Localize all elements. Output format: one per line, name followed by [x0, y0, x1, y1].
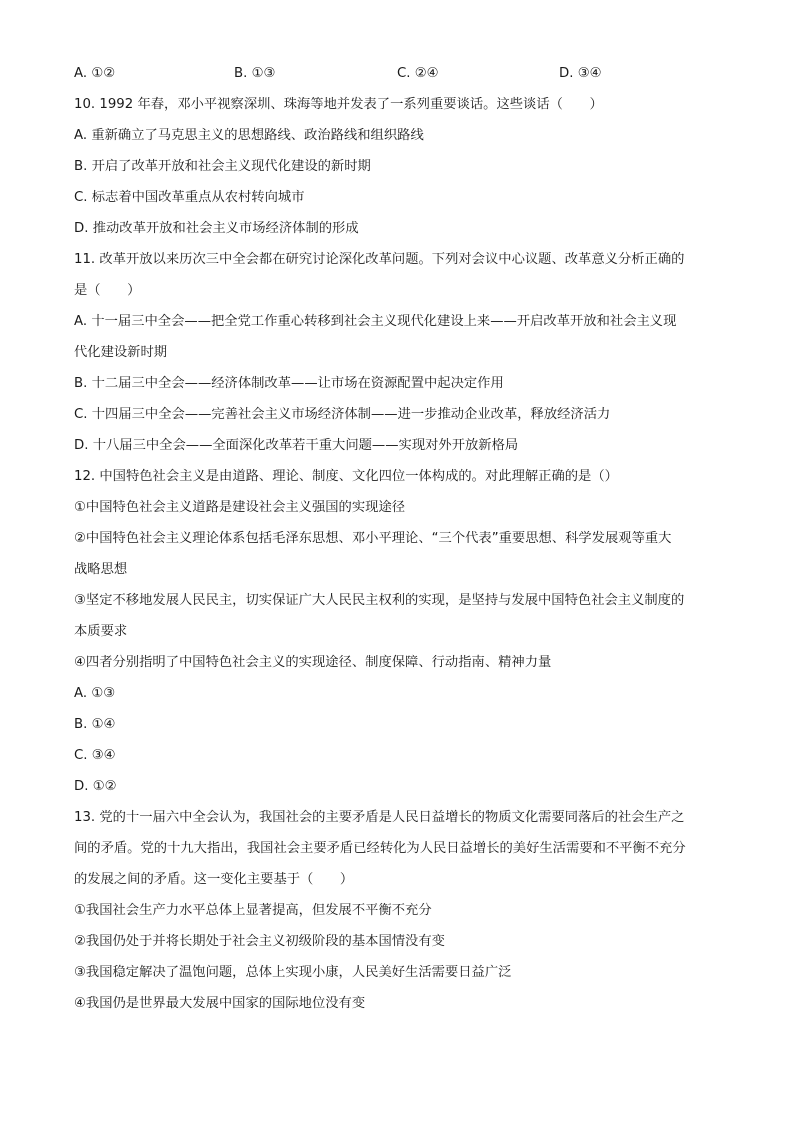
q9-option-d: D. ③④	[559, 66, 602, 81]
q12-option-a: A. ①③	[74, 686, 116, 701]
q9-option-a: A. ①②	[74, 66, 116, 81]
q12-item-2-line2: 战略思想	[74, 562, 128, 577]
q10-stem: 10. 1992 年春，邓小平视察深圳、珠海等地并发表了一系列重要谈话。这些谈话（ ）	[74, 97, 603, 112]
q12-stem: 12. 中国特色社会主义是由道路、理论、制度、文化四位一体构成的。对此理解正确的是（）	[74, 469, 618, 484]
q11-option-b: B. 十二届三中全会——经济体制改革——让市场在资源配置中起决定作用	[74, 376, 504, 391]
q9-option-c: C. ②④	[397, 66, 439, 81]
q13-stem-line1: 13. 党的十一届六中全会认为，我国社会的主要矛盾是人民日益增长的物质文化需要同落后的社会生产之	[74, 810, 685, 825]
q12-item-3-line2: 本质要求	[74, 624, 128, 639]
q9-option-b: B. ①③	[234, 66, 276, 81]
q11-option-a-line1: A. 十一届三中全会——把全党工作重心转移到社会主义现代化建设上来——开启改革开放和社会主义现	[74, 314, 677, 329]
q13-stem-line3: 的发展之间的矛盾。这一变化主要基于（ ）	[74, 872, 354, 887]
q12-item-3-line1: ③坚定不移地发展人民民主，切实保证广大人民民主权利的实现，是坚持与发展中国特色社会主义制度的	[74, 593, 685, 608]
q10-option-a: A. 重新确立了马克思主义的思想路线、政治路线和组织路线	[74, 128, 424, 143]
q13-stem-line2: 间的矛盾。党的十九大指出，我国社会主要矛盾已经转化为人民日益增长的美好生活需要和不平衡不充分	[74, 841, 686, 856]
q13-item-3: ③我国稳定解决了温饱问题，总体上实现小康，人民美好生活需要日益广泛	[74, 965, 512, 980]
q12-option-b: B. ①④	[74, 717, 116, 732]
q12-option-c: C. ③④	[74, 748, 116, 763]
q11-option-c: C. 十四届三中全会——完善社会主义市场经济体制——进一步推动企业改革，释放经济活力	[74, 407, 611, 422]
q12-item-1: ①中国特色社会主义道路是建设社会主义强国的实现途径	[74, 500, 406, 515]
q11-option-d: D. 十八届三中全会——全面深化改革若干重大问题——实现对外开放新格局	[74, 438, 519, 453]
q10-option-c: C. 标志着中国改革重点从农村转向城市	[74, 190, 305, 205]
q13-item-1: ①我国社会生产力水平总体上显著提高，但发展不平衡不充分	[74, 903, 432, 918]
q11-option-a-line2: 代化建设新时期	[74, 345, 168, 360]
q13-item-2: ②我国仍处于并将长期处于社会主义初级阶段的基本国情没有变	[74, 934, 445, 949]
q10-option-b: B. 开启了改革开放和社会主义现代化建设的新时期	[74, 159, 371, 174]
q12-option-d: D. ①②	[74, 779, 117, 794]
question-content	[74, 64, 724, 1025]
q11-stem-line1: 11. 改革开放以来历次三中全会都在研究讨论深化改革问题。下列对会议中心议题、改革意义分析正确的	[74, 252, 685, 267]
q13-item-4: ④我国仍是世界最大发展中国家的国际地位没有变	[74, 996, 366, 1011]
q12-item-2-line1: ②中国特色社会主义理论体系包括毛泽东思想、邓小平理论、“三个代表”重要思想、科学发展观等重大	[74, 531, 672, 546]
q11-stem-line2: 是（ ）	[74, 283, 141, 298]
q12-item-4: ④四者分别指明了中国特色社会主义的实现途径、制度保障、行动指南、精神力量	[74, 655, 552, 670]
q9-options	[74, 64, 724, 95]
q10-option-d: D. 推动改革开放和社会主义市场经济体制的形成	[74, 221, 359, 236]
